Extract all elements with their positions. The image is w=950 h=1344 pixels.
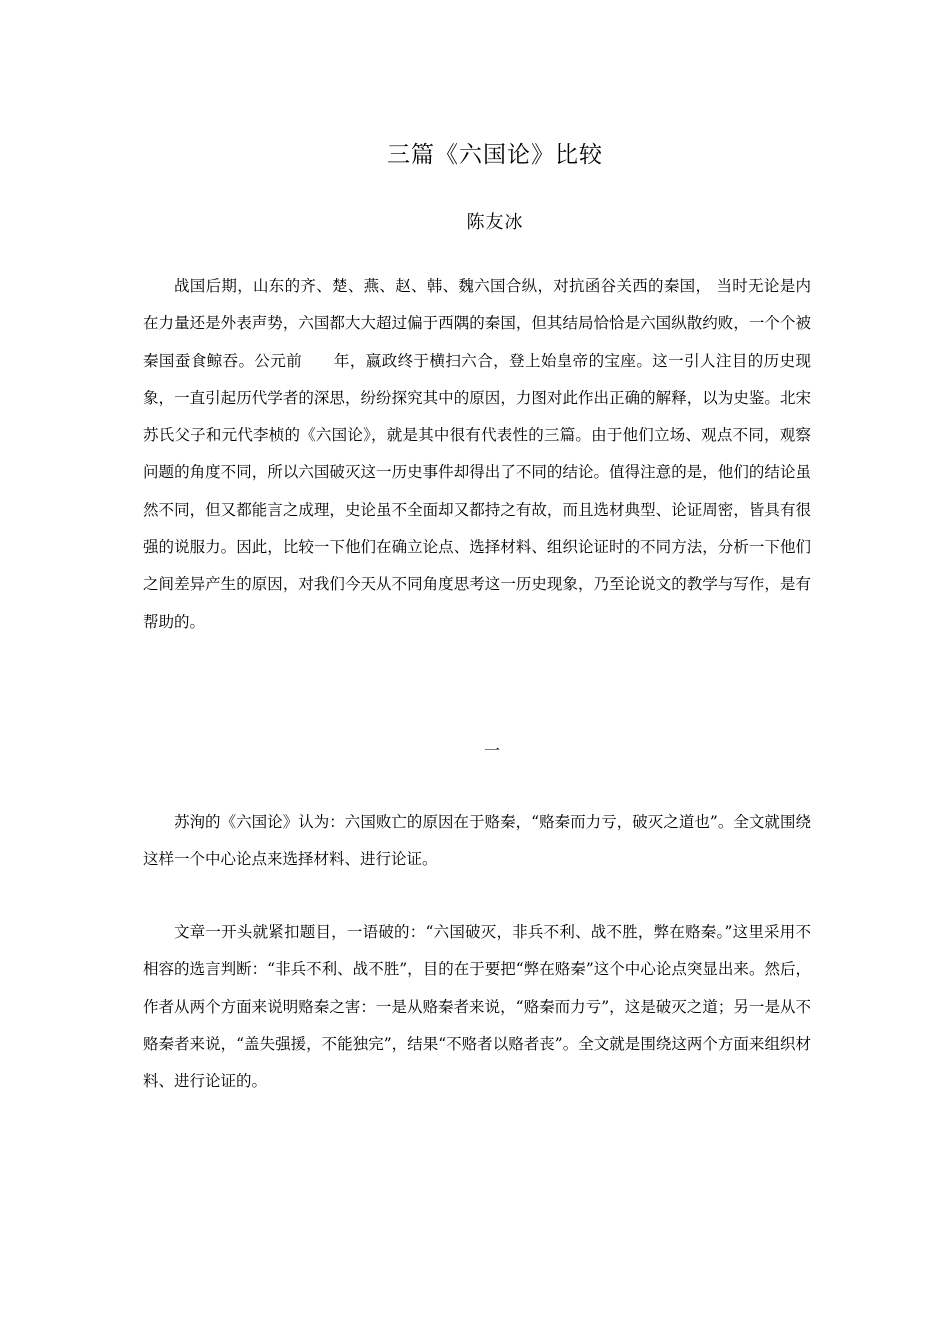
paragraph-intro: 战国后期，山东的齐、楚、燕、赵、韩、魏六国合纵，对抗函谷关西的秦国， 当时无论是内在力量还是外表声势，六国都大大超过偏于西隅的秦国，但其结局恰恰是六国纵散约败，一个个被秦国蚕食鲸吞。公元前 年，嬴政终于横扫六合，登上始皇帝的宝座。这一引人注目的历史现象，一直引起历代学者的深思，纷纷探究其中的原因，力图对此作出正确的解释，以为史鉴。北宋苏氏父子和元代李桢的《六国论》，就是其中很有代表性的三篇。由于他们立场、观点不同，观察问题的角度不同，所以六国破灭这一历史事件却得出了不同的结论。值得注意的是，他们的结论虽然不同，但又都能言之成理，史论虽不全面却又都持之有故，而且选材典型、论证周密，皆具有很强的说服力。因此，比较一下他们在确立论点、选择材料、组织论证时的不同方法，分析一下他们之间差异产生的原因，对我们今天从不同角度思考这一历史现象，乃至论说文的教学与写作，是有帮助的。 [143,277,811,631]
section-number: 一 [484,741,501,760]
author-name: 陈友冰 [466,212,524,233]
paragraph-su-xun-argument: 文章一开头就紧扣题目，一语破的：“六国破灭，非兵不利、战不胜，弊在赂秦。”这里采用不相容的选言判断：“非兵不利、战不胜”，目的在于要把“弊在赂秦”这个中心论点突显出来。然后，作者从两个方面来说明赂秦之害：一是从赂秦者来说，“赂秦而力亏”，这是破灭之道；另一是从不赂秦者来说，“盖失强援，不能独完”，结果“不赂者以赂者丧”。全文就是围绕这两个方面来组织材料、进行论证的。 [143,923,811,1091]
paragraph-su-xun-thesis: 苏洵的《六国论》认为：六国败亡的原因在于赂秦，“赂秦而力亏，破灭之道也”。全文就围绕这样一个中心论点来选择材料、进行论证。 [143,813,811,869]
document-title: 三篇《六国论》比较 [387,142,603,168]
